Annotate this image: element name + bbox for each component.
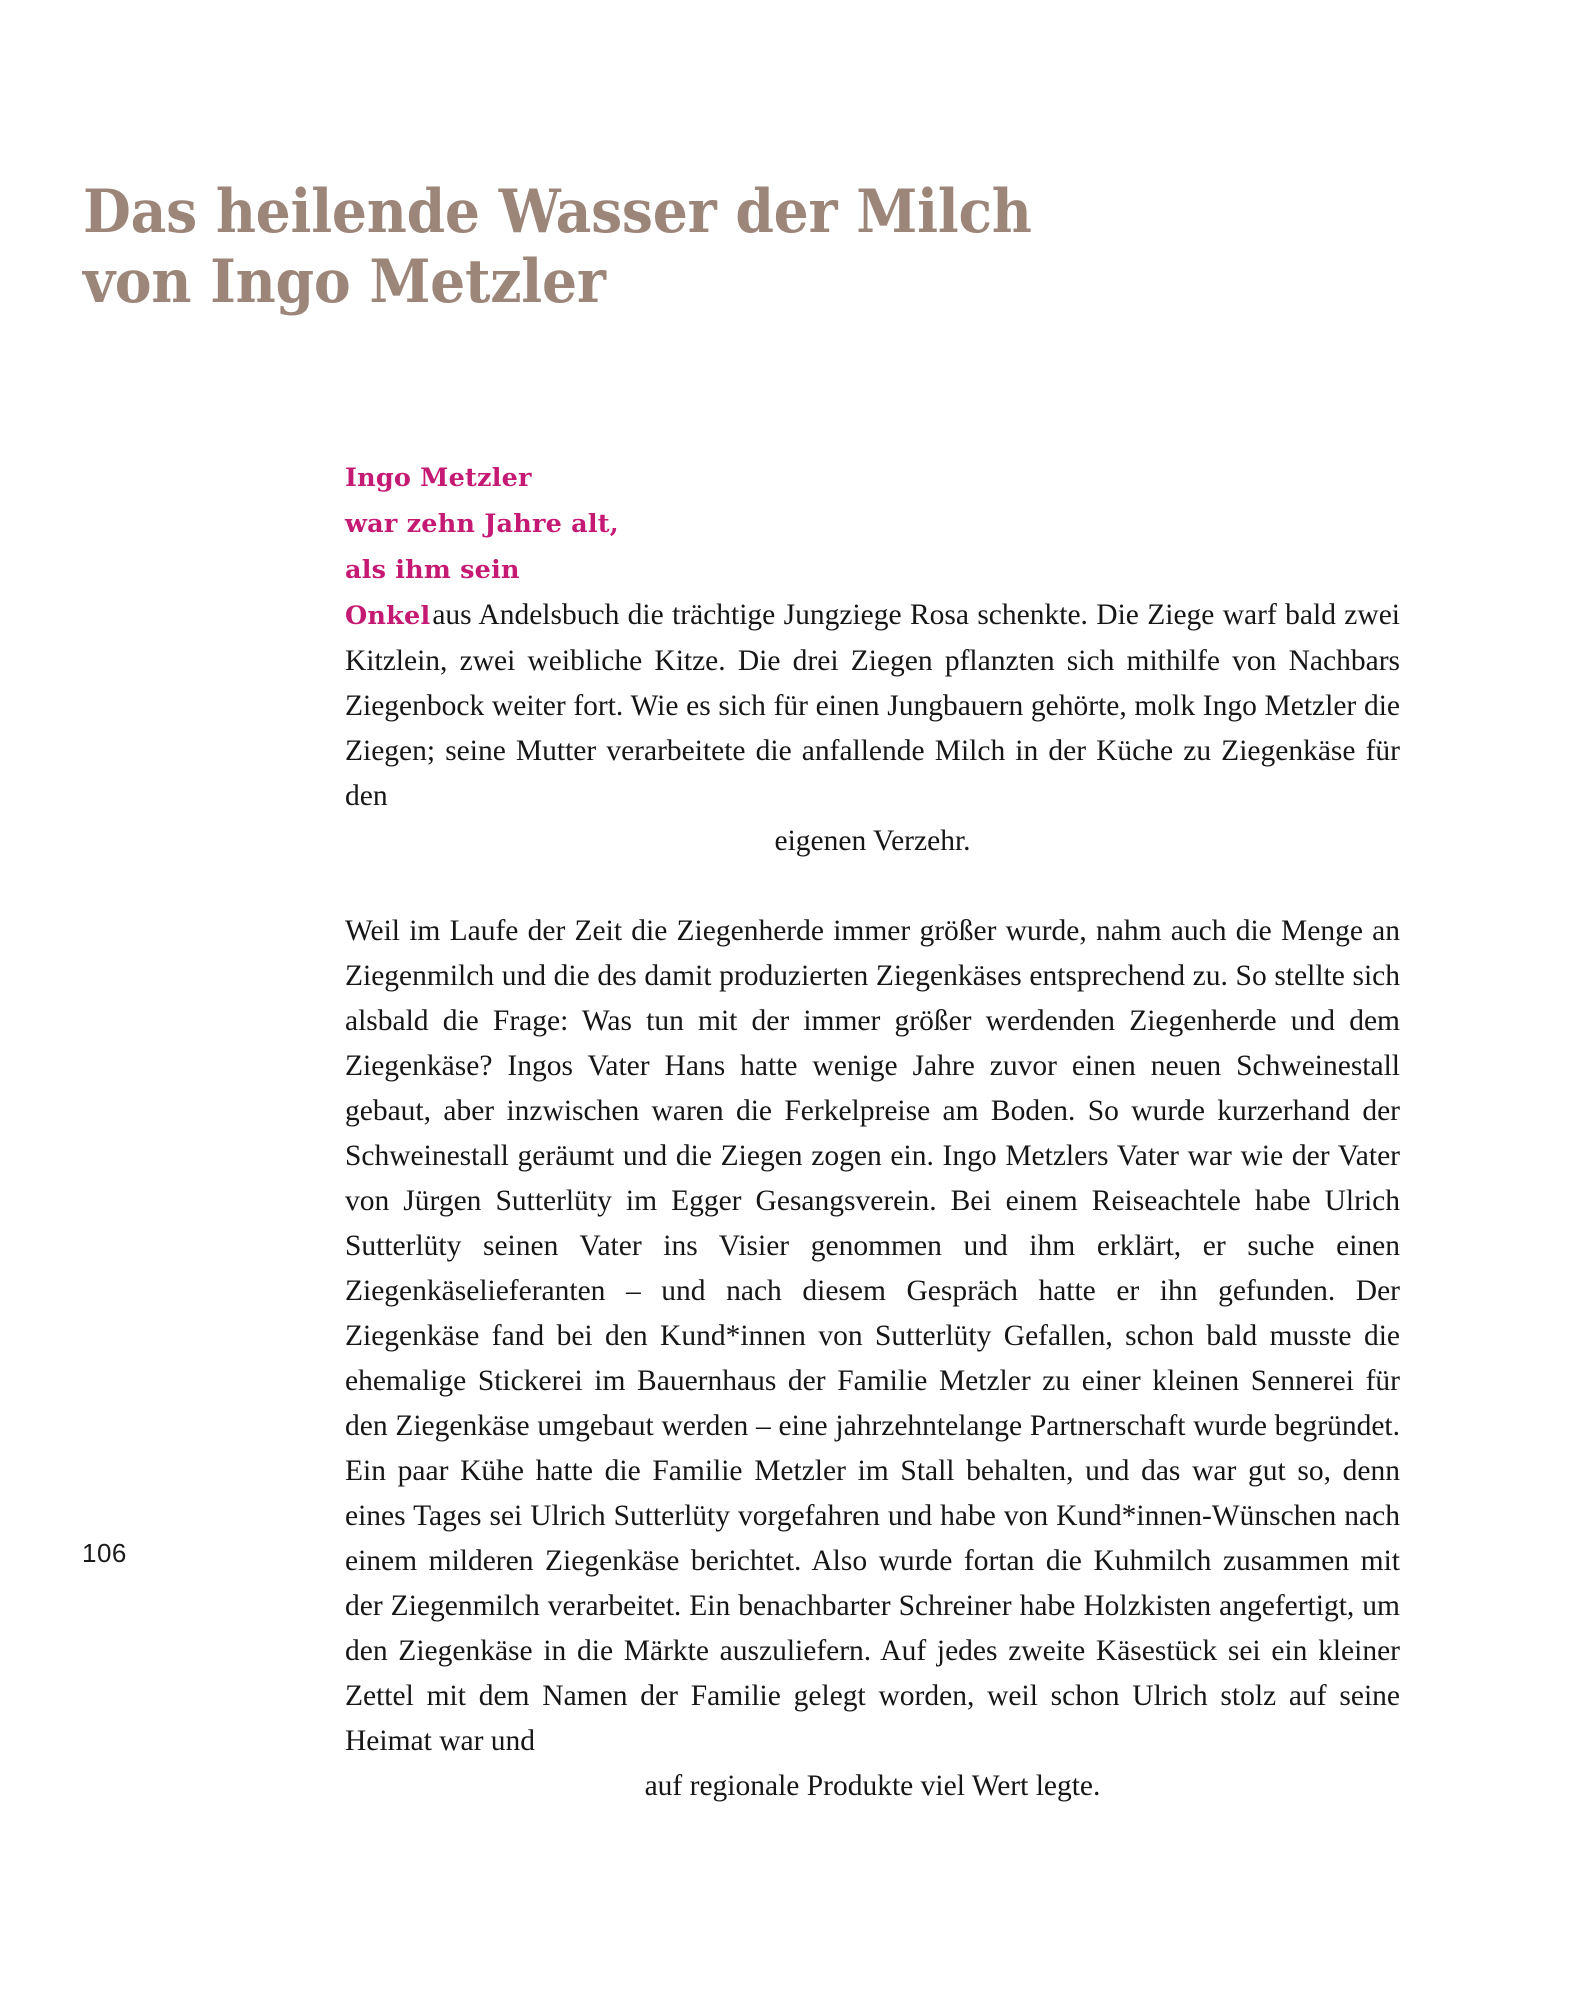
page-number: 106	[82, 1538, 127, 1568]
page-title-line-2: von Ingo Metzler	[83, 246, 606, 317]
lead-paragraph-last-line: eigenen Verzehr.	[774, 825, 971, 857]
body-paragraph-2-text: Weil im Laufe der Zeit die Ziegenherde immer größer wurde, nahm auch die Menge an Ziegenmilch und die des damit produzierten Ziegenkäses entsprechend zu. So stellte sich alsbald die Frage: Was tun mit der immer größer werdenden Ziegenherde und dem Ziegenkäse? Ingos Vater Hans hatte wenige Jahre zuvor einen neuen Schweinestall gebaut, aber inzwischen waren die Ferkelpreise am Boden. So wurde kurzerhand der Schweinestall geräumt und die Ziegen zogen ein. Ingo Metzlers Vater war wie der Vater von Jürgen Sutterlüty im Egger Gesangsverein. Bei einem Reiseachtele habe Ulrich Sutterlüty seinen Vater ins Visier genommen und ihm erklärt, er suche einen Ziegenkäselieferanten – und nach diesem Gespräch hatte er ihn gefunden. Der Ziegenkäse fand bei den Kund*innen von Sutterlüty Gefallen, schon bald musste die ehemalige Stickerei im Bauernhaus der Familie Metzler zu einer kleinen Sennerei für den Ziegenkäse umgebaut werden – eine jahrzehntelange Partnerschaft wurde begründet. Ein paar Kühe hatte die Familie Metzler im Stall behalten, und das war gut so, denn eines Tages sei Ulrich Sutterlüty vorgefahren und habe von Kund*innen-Wünschen nach einem milderen Ziegenkäse berichtet. Also wurde fortan die Kuhmilch zusammen mit der Ziegenmilch verarbeitet. Ein benachbarter Schreiner habe Holzkisten angefertigt, um den Ziegenkäse in die Märkte auszuliefern. Auf jedes zweite Käsestück sei ein kleiner Zettel mit dem Namen der Familie gelegt worden, weil schon Ulrich stolz auf seine Heimat war und	[345, 915, 1400, 1757]
lead-paragraph	[345, 455, 1400, 864]
lead-highlight-line-2: war zehn Jahre alt,	[345, 509, 619, 539]
lead-highlight-word: Onkel	[345, 601, 431, 631]
text-column	[345, 455, 1400, 1809]
lead-paragraph-body: aus Andelsbuch die trächtige Jungziege Rosa schenkte. Die Ziege warf bald zwei Kitzlein, zwei weibliche Kitze. Die drei Ziegen pflanzten sich mithilfe von Nachbars Ziegenbock weiter fort. Wie es sich für einen Jungbauern gehörte, molk Ingo Metzler die Ziegen; seine Mutter verarbeitete die anfallende Milch in der Küche zu Ziegenkäse für den	[345, 599, 1400, 812]
body-paragraph-2	[345, 909, 1400, 1809]
lead-highlight-line-3: als ihm sein	[345, 555, 520, 585]
body-paragraph-2-last-line: auf regionale Produkte viel Wert legte.	[644, 1770, 1101, 1802]
lead-highlight-line-1: Ingo Metzler	[345, 463, 532, 493]
page-title	[83, 178, 1279, 317]
page-title-line-1: Das heilende Wasser der Milch	[83, 177, 1032, 248]
